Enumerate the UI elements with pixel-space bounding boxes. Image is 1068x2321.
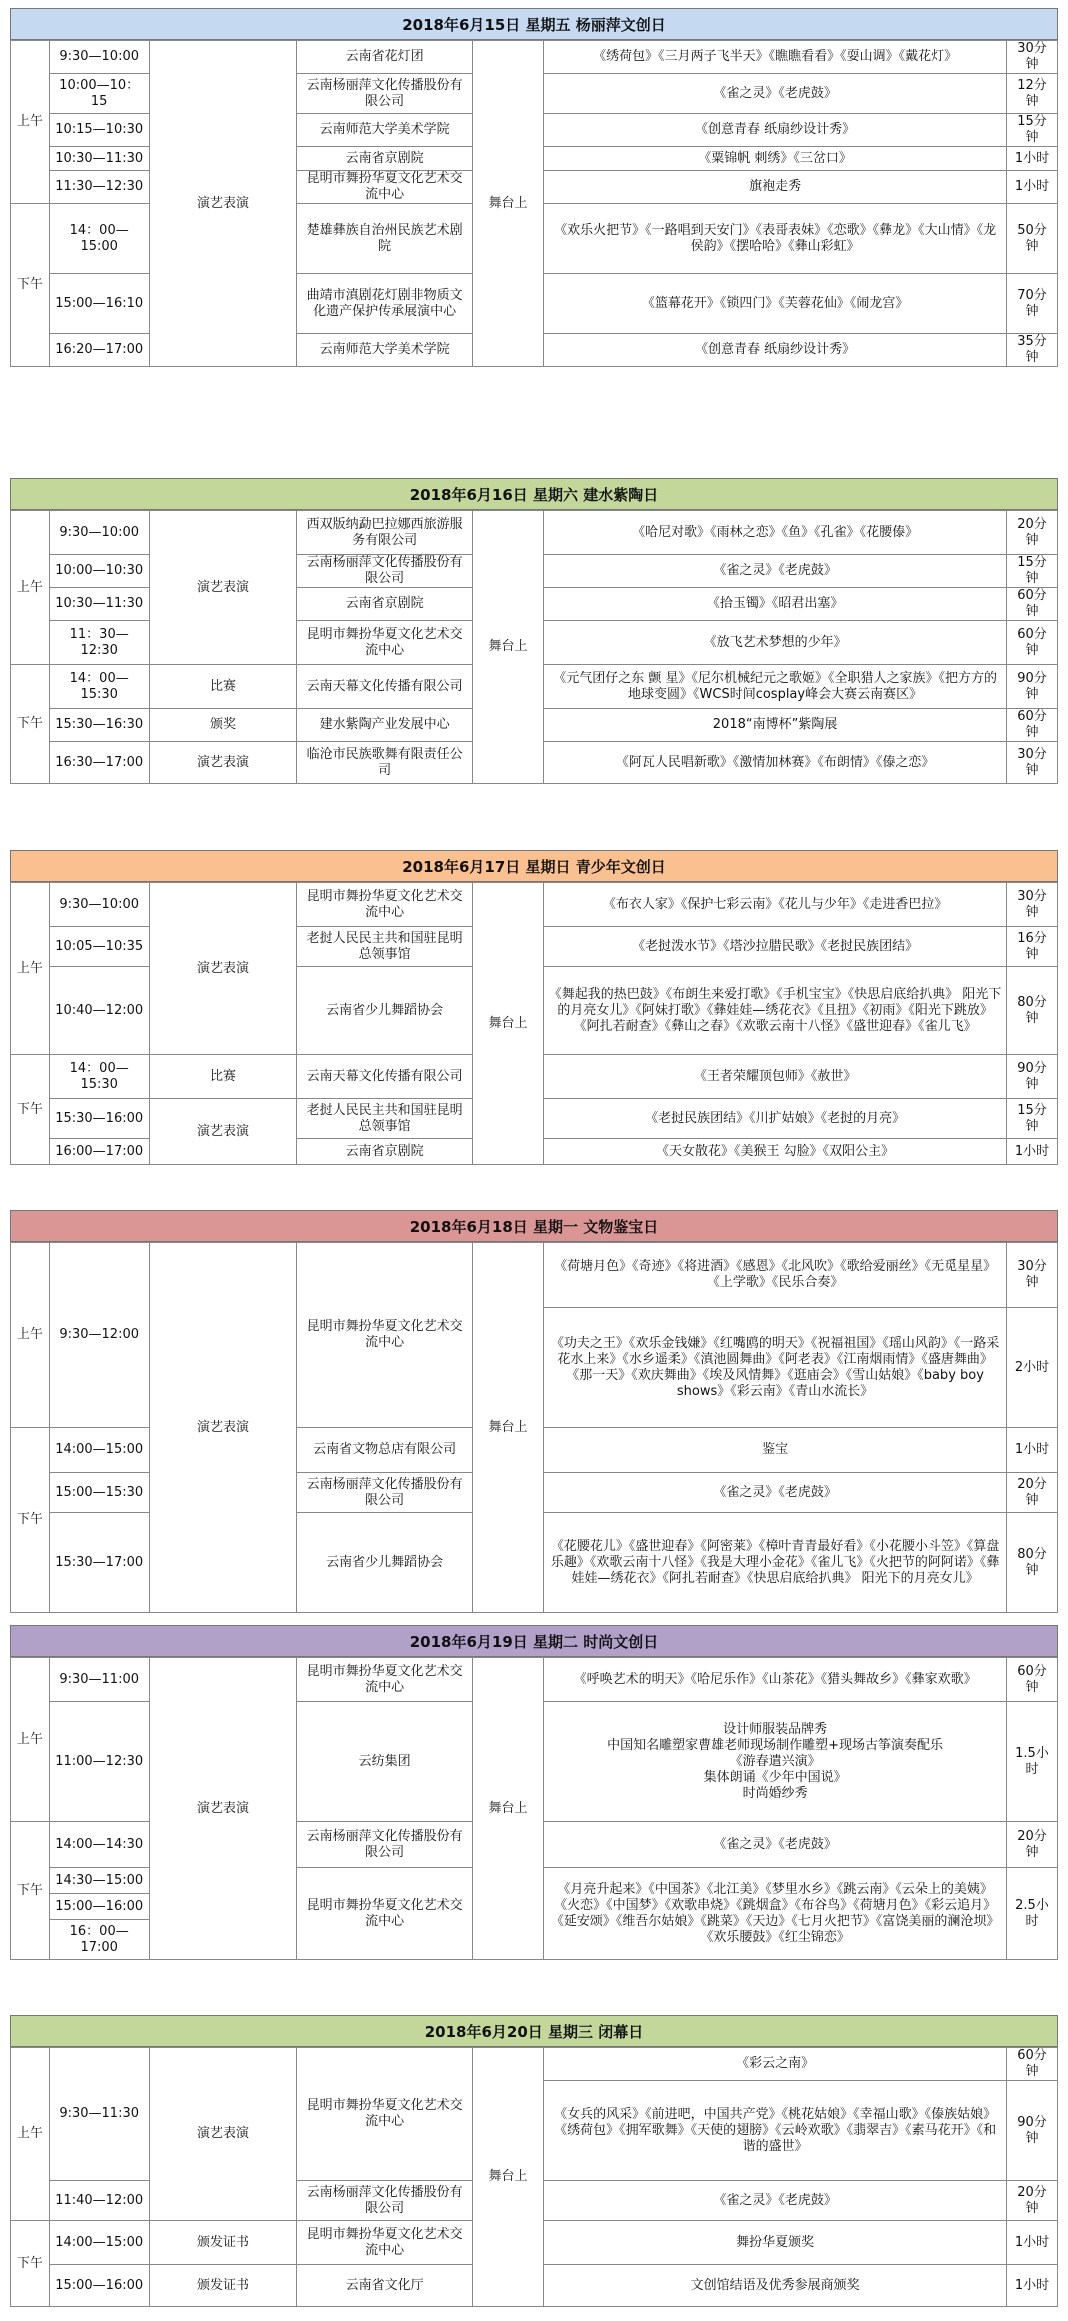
schedule-row bbox=[11, 41, 1058, 74]
duration-cell: 30分钟 bbox=[1006, 1243, 1057, 1308]
program-cell: 旗袍走秀 bbox=[544, 171, 1007, 204]
duration-cell: 2小时 bbox=[1006, 1308, 1057, 1428]
duration-cell: 80分钟 bbox=[1006, 967, 1057, 1055]
performer-cell: 云南省少儿舞蹈协会 bbox=[297, 967, 472, 1055]
program-cell: 设计师服装品牌秀 中国知名雕塑家曹雄老师现场制作雕塑+现场古筝演奏配乐 《游春遣兴演》 集体朗诵《少年中国说》 时尚婚纱秀 bbox=[544, 1702, 1007, 1822]
duration-cell: 15分钟 bbox=[1006, 114, 1057, 147]
day-section bbox=[10, 478, 1058, 778]
duration-cell: 20分钟 bbox=[1006, 511, 1057, 555]
time-slot: 14:00—15:00 bbox=[49, 2221, 149, 2265]
time-slot: 10:30—11:30 bbox=[49, 588, 149, 621]
time-slot: 11:40—12:00 bbox=[49, 2181, 149, 2221]
duration-cell: 50分钟 bbox=[1006, 204, 1057, 274]
day-section bbox=[10, 8, 1058, 365]
time-slot: 11:00—12:30 bbox=[49, 1702, 149, 1822]
performer-cell: 老挝人民民主共和国驻昆明总领事馆 bbox=[297, 927, 472, 967]
performer-cell: 昆明市舞扮华夏文化艺术交流中心 bbox=[297, 171, 472, 204]
period-label: 上午 bbox=[11, 883, 50, 1055]
time-slot: 10:15—10:30 bbox=[49, 114, 149, 147]
performer-cell: 云南省文物总店有限公司 bbox=[297, 1428, 472, 1473]
day-section bbox=[10, 850, 1058, 1164]
program-cell: 文创馆结语及优秀参展商颁奖 bbox=[544, 2265, 1007, 2307]
time-slot: 15:00—15:30 bbox=[49, 1473, 149, 1513]
performer-cell: 昆明市舞扮华夏文化艺术交流中心 bbox=[297, 1868, 472, 1960]
performer-cell: 云南天幕文化传播有限公司 bbox=[297, 665, 472, 709]
performer-cell: 云南省少儿舞蹈协会 bbox=[297, 1513, 472, 1613]
program-cell: 《雀之灵》《老虎鼓》 bbox=[544, 2181, 1007, 2221]
performer-cell: 云南省花灯团 bbox=[297, 41, 472, 74]
duration-cell: 1小时 bbox=[1006, 147, 1057, 171]
program-cell: 《雀之灵》《老虎鼓》 bbox=[544, 555, 1007, 588]
venue-cell: 舞台上 bbox=[472, 41, 543, 367]
time-slot: 10:00—10:30 bbox=[49, 555, 149, 588]
category-cell: 演艺表演 bbox=[149, 883, 297, 1055]
performer-cell: 临沧市民族歌舞有限责任公司 bbox=[297, 742, 472, 784]
day-title: 2018年6月17日 星期日 青少年文创日 bbox=[10, 850, 1058, 882]
duration-cell: 30分钟 bbox=[1006, 41, 1057, 74]
performer-cell: 老挝人民民主共和国驻昆明总领事馆 bbox=[297, 1099, 472, 1139]
category-cell: 演艺表演 bbox=[149, 1243, 297, 1613]
duration-cell: 60分钟 bbox=[1006, 709, 1057, 742]
duration-cell: 30分钟 bbox=[1006, 883, 1057, 927]
performer-cell: 云南杨丽萍文化传播股份有限公司 bbox=[297, 2181, 472, 2221]
duration-cell: 60分钟 bbox=[1006, 1658, 1057, 1702]
category-cell: 颁发证书 bbox=[149, 2221, 297, 2265]
time-slot: 11：30—12:30 bbox=[49, 621, 149, 665]
performer-cell: 云南杨丽萍文化传播股份有限公司 bbox=[297, 74, 472, 114]
program-cell: 《老挝民族团结》《川扩姑娘》《老挝的月亮》 bbox=[544, 1099, 1007, 1139]
program-cell: 《花腰花儿》《盛世迎春》《阿密莱》《樟叶青青最好看》《小花腰小斗笠》《算盘乐趣》《欢歌云南十八怪》《我是大理小金花》《雀儿飞》《火把节的阿阿诺》《彝娃娃—绣花衣》《阿扎若耐查》《快思启底给扒典》 阳光下的月亮女儿》 bbox=[544, 1513, 1007, 1613]
duration-cell: 1小时 bbox=[1006, 171, 1057, 204]
schedule-table bbox=[10, 1242, 1058, 1613]
performer-cell: 云南杨丽萍文化传播股份有限公司 bbox=[297, 1473, 472, 1513]
program-cell: 《拾玉镯》《昭君出塞》 bbox=[544, 588, 1007, 621]
performer-cell: 昆明市舞扮华夏文化艺术交流中心 bbox=[297, 883, 472, 927]
time-slot: 16：00—17:00 bbox=[49, 1920, 149, 1960]
category-cell: 演艺表演 bbox=[149, 742, 297, 784]
program-cell: 2018“南博杯”紫陶展 bbox=[544, 709, 1007, 742]
program-cell: 鉴宝 bbox=[544, 1428, 1007, 1473]
day-title: 2018年6月16日 星期六 建水紫陶日 bbox=[10, 478, 1058, 510]
program-cell: 《雀之灵》《老虎鼓》 bbox=[544, 1473, 1007, 1513]
category-cell: 颁奖 bbox=[149, 709, 297, 742]
time-slot: 14：00—15:30 bbox=[49, 665, 149, 709]
performer-cell: 云南师范大学美术学院 bbox=[297, 334, 472, 367]
performer-cell: 昆明市舞扮华夏文化艺术交流中心 bbox=[297, 621, 472, 665]
period-label: 上午 bbox=[11, 41, 50, 204]
program-cell: 《天女散花》《美猴王 勾脸》《双阳公主》 bbox=[544, 1139, 1007, 1165]
performer-cell: 云南杨丽萍文化传播股份有限公司 bbox=[297, 555, 472, 588]
venue-cell: 舞台上 bbox=[472, 511, 543, 784]
time-slot: 10:30—11:30 bbox=[49, 147, 149, 171]
venue-cell: 舞台上 bbox=[472, 1658, 543, 1960]
program-cell: 《创意青春 纸扇纱设计秀》 bbox=[544, 334, 1007, 367]
program-cell: 《篮幕花开》《锁四门》《芙蓉花仙》《闹龙宫》 bbox=[544, 274, 1007, 334]
period-label: 下午 bbox=[11, 204, 50, 367]
day-title: 2018年6月15日 星期五 杨丽萍文创日 bbox=[10, 8, 1058, 40]
program-cell: 《功夫之王》《欢乐金钱嫌》《红嘴鸥的明天》《祝福祖国》《瑶山风韵》《一路采花水上来》《水乡遥柔》《滇池圆舞曲》《阿老表》《江南烟雨情》《盛唐舞曲》《那一天》《欢庆舞曲》《埃及风情舞》《逛庙会》《雪山姑娘》《baby boy shows》《彩云南》《青山水流长》 bbox=[544, 1308, 1007, 1428]
duration-cell: 90分钟 bbox=[1006, 1055, 1057, 1099]
duration-cell: 90分钟 bbox=[1006, 2081, 1057, 2181]
category-cell: 演艺表演 bbox=[149, 1658, 297, 1960]
period-label: 上午 bbox=[11, 1243, 50, 1428]
time-slot: 15:30—16:00 bbox=[49, 1099, 149, 1139]
program-cell: 《粟锦帆 刺绣》《三岔口》 bbox=[544, 147, 1007, 171]
schedule-row bbox=[11, 1658, 1058, 1702]
period-label: 下午 bbox=[11, 1428, 50, 1613]
schedule-table bbox=[10, 40, 1058, 367]
duration-cell: 70分钟 bbox=[1006, 274, 1057, 334]
duration-cell: 1小时 bbox=[1006, 1428, 1057, 1473]
program-cell: 《彩云之南》 bbox=[544, 2048, 1007, 2081]
duration-cell: 80分钟 bbox=[1006, 1513, 1057, 1613]
time-slot: 14:00—14:30 bbox=[49, 1822, 149, 1868]
duration-cell: 90分钟 bbox=[1006, 665, 1057, 709]
category-cell: 比赛 bbox=[149, 1055, 297, 1099]
day-section bbox=[10, 2015, 1058, 2303]
performer-cell: 昆明市舞扮华夏文化艺术交流中心 bbox=[297, 1658, 472, 1702]
duration-cell: 20分钟 bbox=[1006, 1822, 1057, 1868]
schedule-table bbox=[10, 2047, 1058, 2307]
time-slot: 14:00—15:00 bbox=[49, 1428, 149, 1473]
category-cell: 颁发证书 bbox=[149, 2265, 297, 2307]
category-cell: 比赛 bbox=[149, 665, 297, 709]
performer-cell: 曲靖市滇剧花灯剧非物质文化遗产保护传承展演中心 bbox=[297, 274, 472, 334]
duration-cell: 20分钟 bbox=[1006, 2181, 1057, 2221]
performer-cell: 昆明市舞扮华夏文化艺术交流中心 bbox=[297, 2048, 472, 2181]
program-cell: 《舞起我的热巴鼓》《布朗生来爱打歌》《手机宝宝》《快思启底给扒典》 阳光下的月亮女儿》《阿妹打歌》《彝娃娃—绣花衣》《且扭》《初雨》《阳光下跳放》《阿扎若耐查》《彝山之春》《欢歌云南十八怪》《盛世迎春》《雀儿飞》 bbox=[544, 967, 1007, 1055]
performer-cell: 西双版纳勐巴拉娜西旅游服务有限公司 bbox=[297, 511, 472, 555]
time-slot: 15:30—17:00 bbox=[49, 1513, 149, 1613]
program-cell: 舞扮华夏颁奖 bbox=[544, 2221, 1007, 2265]
duration-cell: 15分钟 bbox=[1006, 1099, 1057, 1139]
time-slot: 9:30—10:00 bbox=[49, 883, 149, 927]
category-cell: 演艺表演 bbox=[149, 1099, 297, 1165]
performer-cell: 云南省文化厅 bbox=[297, 2265, 472, 2307]
period-label: 下午 bbox=[11, 1055, 50, 1165]
schedule-row bbox=[11, 883, 1058, 927]
time-slot: 16:30—17:00 bbox=[49, 742, 149, 784]
schedule-row bbox=[11, 511, 1058, 555]
program-cell: 《荷塘月色》《奇迹》《将进酒》《感恩》《北风吹》《歌给爱丽丝》《无觅星星》《上学歌》《民乐合奏》 bbox=[544, 1243, 1007, 1308]
time-slot: 9:30—12:00 bbox=[49, 1243, 149, 1428]
day-title: 2018年6月20日 星期三 闭幕日 bbox=[10, 2015, 1058, 2047]
schedule-row bbox=[11, 2048, 1058, 2081]
time-slot: 16:00—17:00 bbox=[49, 1139, 149, 1165]
day-section bbox=[10, 1625, 1058, 1959]
performer-cell: 昆明市舞扮华夏文化艺术交流中心 bbox=[297, 1243, 472, 1428]
duration-cell: 30分钟 bbox=[1006, 742, 1057, 784]
schedule-table bbox=[10, 510, 1058, 784]
performer-cell: 云南杨丽萍文化传播股份有限公司 bbox=[297, 1822, 472, 1868]
duration-cell: 16分钟 bbox=[1006, 927, 1057, 967]
time-slot: 9:30—10:00 bbox=[49, 511, 149, 555]
performer-cell: 楚雄彝族自治州民族艺术剧院 bbox=[297, 204, 472, 274]
program-cell: 《呼唤艺术的明天》《哈尼乐作》《山茶花》《猎头舞故乡》《彝家欢歌》 bbox=[544, 1658, 1007, 1702]
day-title: 2018年6月18日 星期一 文物鉴宝日 bbox=[10, 1210, 1058, 1242]
time-slot: 9:30—11:00 bbox=[49, 1658, 149, 1702]
performer-cell: 云纺集团 bbox=[297, 1702, 472, 1822]
duration-cell: 2.5小时 bbox=[1006, 1868, 1057, 1960]
time-slot: 10:40—12:00 bbox=[49, 967, 149, 1055]
program-cell: 《创意青春 纸扇纱设计秀》 bbox=[544, 114, 1007, 147]
duration-cell: 60分钟 bbox=[1006, 621, 1057, 665]
duration-cell: 1.5小时 bbox=[1006, 1702, 1057, 1822]
schedule-table bbox=[10, 882, 1058, 1165]
category-cell: 演艺表演 bbox=[149, 511, 297, 665]
program-cell: 《欢乐火把节》《一路唱到天安门》《表哥表妹》《恋歌》《彝龙》《大山情》《龙侯韵》《摆哈哈》《彝山彩虹》 bbox=[544, 204, 1007, 274]
schedule-row bbox=[11, 1243, 1058, 1308]
time-slot: 15:00—16:00 bbox=[49, 2265, 149, 2307]
time-slot: 10:00—10：15 bbox=[49, 74, 149, 114]
program-cell: 《阿瓦人民唱新歌》《激情加林赛》《布朗情》《傣之恋》 bbox=[544, 742, 1007, 784]
venue-cell: 舞台上 bbox=[472, 883, 543, 1165]
time-slot: 9:30—10:00 bbox=[49, 41, 149, 74]
duration-cell: 1小时 bbox=[1006, 2265, 1057, 2307]
program-cell: 《月亮升起来》《中国茶》《北江美》《梦里水乡》《跳云南》《云朵上的美姨》《火恋》《中国梦》《欢歌串烧》《跳烟盒》《布谷鸟》《荷塘月色》《彩云追月》《延安颂》《维吾尔姑娘》《跳菜》《天边》《七月火把节》《富饶美丽的澜沧坝》《欢乐腰鼓》《红尘锦恋》 bbox=[544, 1868, 1007, 1960]
program-cell: 《哈尼对歌》《雨林之恋》《鱼》《孔雀》《花腰傣》 bbox=[544, 511, 1007, 555]
duration-cell: 60分钟 bbox=[1006, 588, 1057, 621]
duration-cell: 1小时 bbox=[1006, 2221, 1057, 2265]
program-cell: 《老挝泼水节》《塔沙拉腊民歌》《老挝民族团结》 bbox=[544, 927, 1007, 967]
time-slot: 14：00—15:30 bbox=[49, 1055, 149, 1099]
time-slot: 14：00—15:00 bbox=[49, 204, 149, 274]
program-cell: 《雀之灵》《老虎鼓》 bbox=[544, 74, 1007, 114]
duration-cell: 12分钟 bbox=[1006, 74, 1057, 114]
category-cell: 演艺表演 bbox=[149, 41, 297, 367]
day-section bbox=[10, 1210, 1058, 1612]
program-cell: 《王者荣耀顶包师》《赦世》 bbox=[544, 1055, 1007, 1099]
performer-cell: 云南省京剧院 bbox=[297, 1139, 472, 1165]
period-label: 上午 bbox=[11, 511, 50, 665]
time-slot: 16:20—17:00 bbox=[49, 334, 149, 367]
duration-cell: 35分钟 bbox=[1006, 334, 1057, 367]
program-cell: 《元气团仔之东 颤 星》《尼尔机械纪元之歌姬》《全职猎人之家族》《把方方的地球变圆》《WCS时间cosplay峰会大赛云南赛区》 bbox=[544, 665, 1007, 709]
duration-cell: 1小时 bbox=[1006, 1139, 1057, 1165]
schedule-table bbox=[10, 1657, 1058, 1960]
duration-cell: 15分钟 bbox=[1006, 555, 1057, 588]
program-cell: 《女兵的风采》《前进吧，中国共产党》《桃花姑娘》《幸福山歌》《傣族姑娘》《绣荷包》《拥军歌舞》《天使的翅膀》《云岭欢歌》《翡翠吉》《素马花开》《和谐的盛世》 bbox=[544, 2081, 1007, 2181]
day-title: 2018年6月19日 星期二 时尚文创日 bbox=[10, 1625, 1058, 1657]
time-slot: 10:05—10:35 bbox=[49, 927, 149, 967]
duration-cell: 60分钟 bbox=[1006, 2048, 1057, 2081]
duration-cell: 20分钟 bbox=[1006, 1473, 1057, 1513]
period-label: 下午 bbox=[11, 2221, 50, 2307]
performer-cell: 建水紫陶产业发展中心 bbox=[297, 709, 472, 742]
period-label: 下午 bbox=[11, 1822, 50, 1960]
time-slot: 15:00—16:00 bbox=[49, 1894, 149, 1920]
time-slot: 11:30—12:30 bbox=[49, 171, 149, 204]
program-cell: 《布衣人家》《保护七彩云南》《花儿与少年》《走进香巴拉》 bbox=[544, 883, 1007, 927]
time-slot: 15:30—16:30 bbox=[49, 709, 149, 742]
period-label: 上午 bbox=[11, 1658, 50, 1822]
time-slot: 15:00—16:10 bbox=[49, 274, 149, 334]
period-label: 上午 bbox=[11, 2048, 50, 2221]
period-label: 下午 bbox=[11, 665, 50, 784]
program-cell: 《绣荷包》《三月两子飞半天》《瞧瞧看看》《耍山调》《戴花灯》 bbox=[544, 41, 1007, 74]
venue-cell: 舞台上 bbox=[472, 1243, 543, 1613]
performer-cell: 云南师范大学美术学院 bbox=[297, 114, 472, 147]
time-slot: 14:30—15:00 bbox=[49, 1868, 149, 1894]
program-cell: 《雀之灵》《老虎鼓》 bbox=[544, 1822, 1007, 1868]
performer-cell: 云南天幕文化传播有限公司 bbox=[297, 1055, 472, 1099]
time-slot: 9:30—11:30 bbox=[49, 2048, 149, 2181]
performer-cell: 云南省京剧院 bbox=[297, 588, 472, 621]
program-cell: 《放飞艺术梦想的少年》 bbox=[544, 621, 1007, 665]
performer-cell: 昆明市舞扮华夏文化艺术交流中心 bbox=[297, 2221, 472, 2265]
performer-cell: 云南省京剧院 bbox=[297, 147, 472, 171]
category-cell: 演艺表演 bbox=[149, 2048, 297, 2221]
venue-cell: 舞台上 bbox=[472, 2048, 543, 2307]
